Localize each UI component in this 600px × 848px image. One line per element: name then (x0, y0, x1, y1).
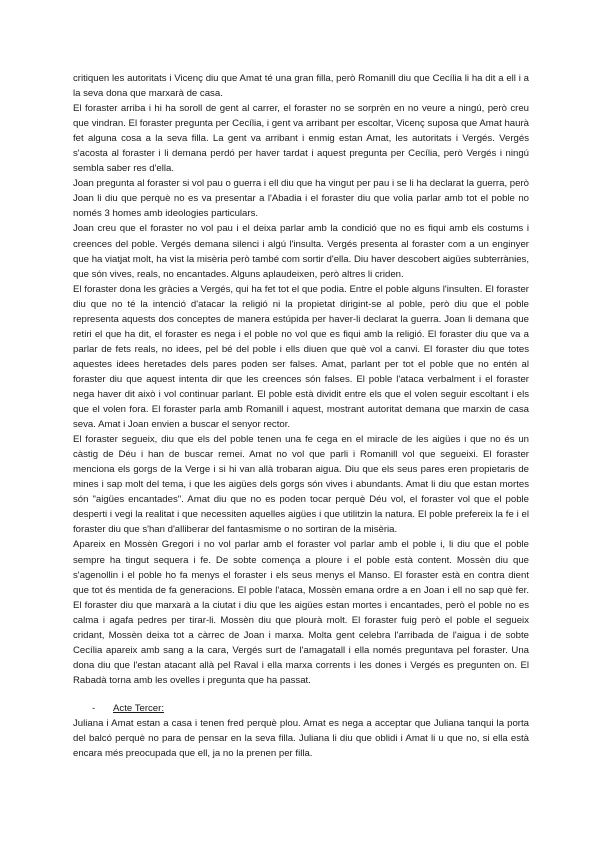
paragraph: Juliana i Amat estan a casa i tenen fred perquè plou. Amat es nega a acceptar que Juliana tanqui la porta del balcó perquè no para de pensar en la seva filla. Juliana li diu que oblidi i Amat li u que no, si ella està encara més preocupada que ell, ja no la prenen per filla. (73, 717, 529, 760)
document-page (73, 71, 529, 761)
paragraph: critiquen les autoritats i Vicenç diu que Amat té una gran filla, però Romanill diu que Cecília li ha dit a ell i a la seva dona que marxarà de casa. (73, 73, 529, 100)
paragraph: El foraster arriba i hi ha soroll de gent al carrer, el foraster no se sorprèn en no veure a ningú, però creu que vindran. El foraster pregunta per Cecília, i gent va arribant per escoltar, Vicenç suposa que Amat haurà fet alguna cosa a la seva filla. La gent va arribant i enmig estan Amat, les autoritats i Vergés. Vergés s'acosta al foraster i li demana perdó per haver tardat i aquest pregunta per Cecília, però Vergés i ningú sembla saber res d'ella. (73, 103, 529, 175)
paragraph: Joan pregunta al foraster si vol pau o guerra i ell diu que ha vingut per pau i se li ha declarat la guerra, però Joan li diu que perquè no es va presentar a l'Abadia i el foraster diu que volia parlar amb tot el poble no només 3 homes amb ideologies particulars. (73, 178, 529, 220)
section-title: Acte Tercer: (113, 702, 165, 714)
paragraph: Joan creu que el foraster no vol pau i el deixa parlar amb la condició que no es fiqui amb els costums i creences del poble. Vergés demana silenci i algú l'insulta. Vergés presenta al foraster com a un enginyer que ha viatjat molt, ha vist la misèria però també com sortir d'ella. Diu haver descobert aigües subterrànies, que són vives, reals, no encantades. Alguns aplaudeixen, però altres li criden. (73, 223, 529, 280)
paragraph: El foraster dona les gràcies a Vergés, qui ha fet tot el que podia. Entre el poble alguns l'insulten. El foraster diu que no té la intenció d'atacar la religió ni la propietat dirigint-se al poble, però diu que el poble representa aquests dos conceptes de manera estúpida per haver-li declarat la guerra. Joan li demana que retiri el que ha dit, el foraster es nega i el poble no vol que es fiqui amb la religió. El foraster diu que va a parlar de fets reals, no idees, pel bé del poble i ells diuen que què vol a canvi. El foraster diu que totes aquestes idees heretades dels pares poden ser falses. Amat, parlant per tot el poble que no entén al foraster diu que aquest intenta dir que les creences són falses. El poble l'ataca verbalment i el foraster nega haver dit això i vol continuar parlant. El poble està dividit entre els que el volen seguir escoltant i els que el volen fora. El foraster parla amb Romanill i aquest, mostrant autoritat demana que marxin de casa seva. Amat i Joan envien a buscar el senyor rector. (73, 283, 529, 431)
section-heading (73, 701, 529, 716)
paragraph: El foraster segueix, diu que els del poble tenen una fe cega en el miracle de les aigües i que no és un càstig de Déu i han de buscar remei. Amat no vol que parli i Romanill vol que segueixi. El foraster menciona els gorgs de la Verge i si hi van allà trobaran aigua. Diu que els seus pares eren propietaris de mines i sap molt del tema, i que les aigües dels gorgs són vives i abundants. Amat li diu que estan mortes són "aigües encantades". Amat diu que no es poden tocar perquè Déu vol, el foraster vol que el poble desperti i vegi la realitat i que necessiten aquelles aigües i que utilitzin la natura. El poble prefereix la fe i el foraster diu que s'han d'alliberar del fantasmisme o no sortiran de la misèria. (73, 434, 529, 536)
list-bullet: - (92, 702, 96, 714)
paragraph: Apareix en Mossèn Gregori i no vol parlar amb el foraster vol parlar amb el poble i, li diu que el poble sempre ha tingut sequera i fe. De sobte comença a ploure i el poble està content. Mossèn diu que s'agenollin i el poble ho fa menys el foraster i els seus menys el Manso. El foraster està en contra dient que tot és mentida de fa generacions. El poble l'ataca, Mossèn emana ordre a en Joan i ell no sap què fer. El foraster diu que marxarà a la ciutat i diu que les aigües estan mortes i encantades, però el poble no es calma i agafa pedres per tirar-li. Mossèn diu que plourà molt. El foraster fuig però el poble el segueix cridant, Mossèn deixa tot a càrrec de Joan i marxa. Molta gent celebra l'arribada de l'aigua i de sobte Cecília apareix amb sang a la cara, Vergés surt de l'amagatall i ella només preguntava pel foraster. Una dona diu que l'estan atacant allà pel Raval i ella marxa corrents i les dones i Vergés es pregunten on. El Rabadà torna amb les ovelles i pregunta que ha passat. (73, 539, 529, 686)
